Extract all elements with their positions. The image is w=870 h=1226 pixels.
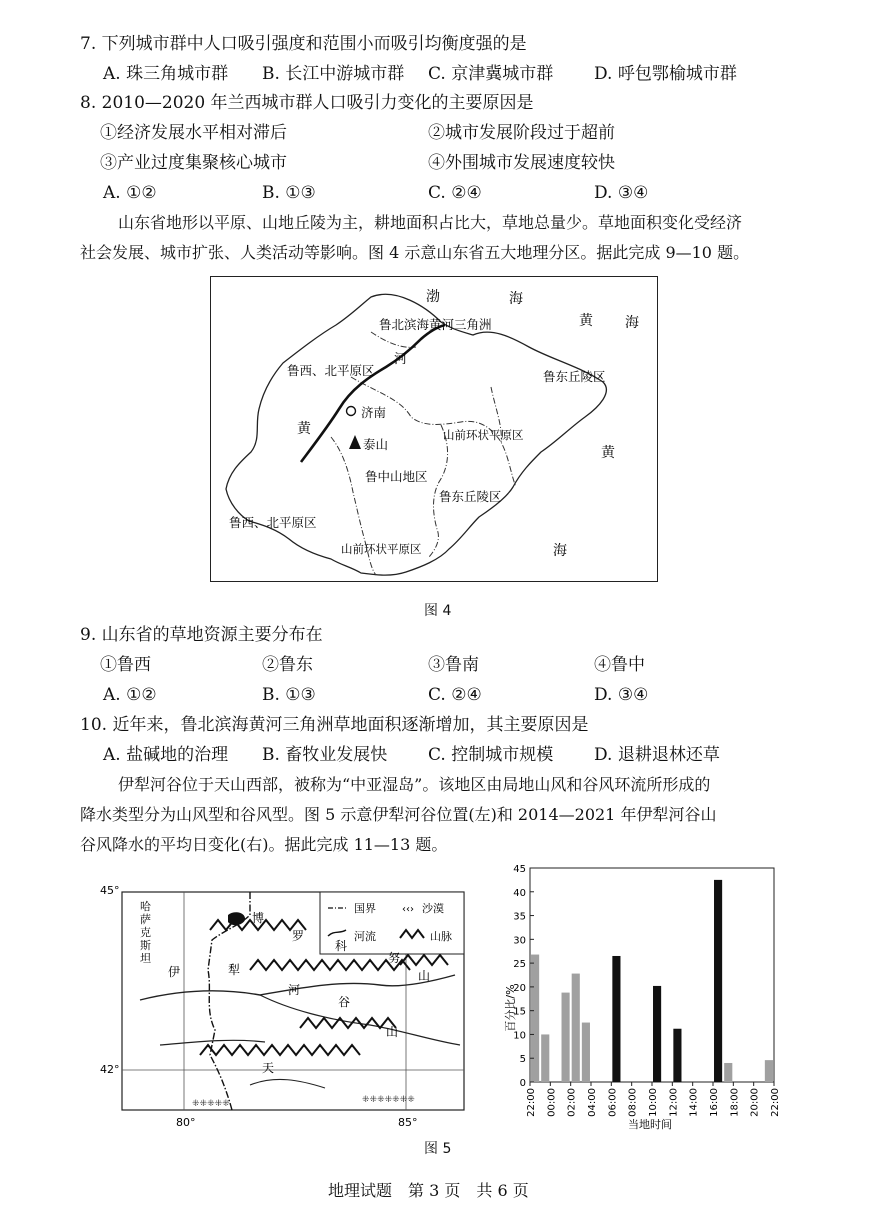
taishan-marker bbox=[349, 435, 361, 449]
x-tick-label: 16:00 bbox=[709, 1088, 720, 1117]
desert-pattern: ⁜⁜⁜⁜⁜⁜⁜ bbox=[362, 1095, 415, 1105]
q9-option-d: D. ③④ bbox=[594, 685, 649, 705]
q7-option-d: D. 呼包鄂榆城市群 bbox=[594, 64, 737, 84]
province-outline bbox=[226, 294, 606, 575]
q10-option-a: A. 盐碱地的治理 bbox=[103, 745, 229, 765]
label-luo: 罗 bbox=[292, 929, 305, 943]
y-tick-label: 15 bbox=[513, 1006, 526, 1018]
x-tick-label: 10:00 bbox=[648, 1088, 659, 1117]
intro9-line2: 社会发展、城市扩张、人类活动等影响。图 4 示意山东省五大地理分区。据此完成 9—10 题。 bbox=[80, 243, 750, 262]
y-tick-label: 30 bbox=[513, 935, 526, 947]
q7-option-a: A. 珠三角城市群 bbox=[103, 64, 229, 84]
label-bo: 渤 bbox=[426, 289, 440, 305]
lon85-label: 85° bbox=[398, 1116, 418, 1129]
intro11-line1: 伊犁河谷位于天山西部，被称为“中亚湿岛”。该地区由局地山风和谷风环流所形成的 bbox=[118, 775, 711, 794]
label-luxi2: 鲁西、北平原区 bbox=[229, 515, 317, 530]
x-tick-label: 08:00 bbox=[627, 1088, 639, 1117]
lat45-label: 45° bbox=[100, 884, 120, 897]
q9-option-c: C. ②④ bbox=[428, 685, 482, 705]
label-taishan: 泰山 bbox=[363, 437, 389, 452]
x-tick-label: 14:00 bbox=[688, 1088, 700, 1117]
x-tick-label: 04:00 bbox=[587, 1088, 598, 1117]
label-he: 河 bbox=[288, 983, 301, 997]
x-tick-label: 02:00 bbox=[566, 1088, 578, 1117]
q10-option-d: D. 退耕退林还草 bbox=[594, 745, 720, 765]
y-tick-label: 40 bbox=[513, 887, 526, 899]
label-delta: 鲁北滨海黄河三角洲 bbox=[379, 317, 492, 332]
q8-stem: 8. 2010—2020 年兰西城市群人口吸引力变化的主要原因是 bbox=[80, 93, 534, 113]
region-boundary bbox=[371, 332, 416, 347]
figure4-map bbox=[210, 276, 658, 582]
chart-bar bbox=[673, 1029, 681, 1082]
lon80-label: 80° bbox=[176, 1116, 196, 1129]
chart-bar bbox=[653, 986, 661, 1082]
x-tick-label: 18:00 bbox=[729, 1088, 741, 1117]
label-ludong2: 鲁东丘陵区 bbox=[439, 489, 502, 504]
intro9-line1: 山东省地形以平原、山地丘陵为主，耕地面积占比大，草地总量少。草地面积变化受经济 bbox=[118, 213, 743, 232]
q8-option-b: B. ①③ bbox=[262, 183, 316, 203]
y-tick-label: 35 bbox=[513, 911, 526, 923]
kazakh-2: 萨 bbox=[140, 913, 151, 926]
q9-option-a: A. ①② bbox=[103, 685, 157, 705]
chart-ylabel: 百分比/% bbox=[504, 984, 517, 1032]
intro11-line2: 降水类型分为山风型和谷风型。图 5 示意伊犁河谷位置(左)和 2014—2021 年伊犁河谷山 bbox=[80, 805, 717, 824]
kazakh-5: 坦 bbox=[140, 952, 151, 965]
label-shanqian1: 山前环状平原区 bbox=[443, 428, 524, 442]
chart-bar bbox=[714, 880, 722, 1082]
x-tick-label: 12:00 bbox=[668, 1088, 680, 1117]
kazakh-1: 哈 bbox=[140, 900, 151, 913]
label-yi: 伊 bbox=[168, 965, 181, 979]
y-tick-label: 20 bbox=[513, 982, 526, 994]
label-huang2: 黄 bbox=[297, 421, 311, 437]
chart-bar bbox=[531, 955, 539, 1082]
label-he: 河 bbox=[394, 352, 408, 367]
label-luzhong: 鲁中山地区 bbox=[365, 469, 428, 484]
svg-text:‹‹›: ‹‹› bbox=[402, 904, 414, 915]
label-jinan: 济南 bbox=[361, 405, 387, 420]
q8-item-2: ②城市发展阶段过于超前 bbox=[428, 123, 615, 143]
q8-item-4: ④外围城市发展速度较快 bbox=[428, 153, 615, 173]
jinan-marker bbox=[347, 407, 356, 416]
q10-stem: 10. 近年来，鲁北滨海黄河三角洲草地面积逐渐增加，其主要原因是 bbox=[80, 715, 589, 735]
ili-valley-map bbox=[100, 870, 470, 1130]
label-li: 犁 bbox=[228, 963, 241, 977]
chart-bar bbox=[572, 974, 580, 1082]
label-ke: 科 bbox=[335, 939, 348, 953]
chart-xlabel: 当地时间 bbox=[628, 1118, 672, 1131]
label-tian: 天 bbox=[262, 1061, 275, 1075]
q8-option-c: C. ②④ bbox=[428, 183, 482, 203]
q8-item-1: ①经济发展水平相对滞后 bbox=[100, 123, 287, 143]
q10-option-c: C. 控制城市规模 bbox=[428, 745, 554, 765]
shandong-map-svg bbox=[211, 277, 657, 581]
figure5-caption: 图 5 bbox=[424, 1141, 452, 1157]
chart-bar bbox=[612, 956, 620, 1082]
legend-border: 国界 bbox=[354, 902, 376, 915]
q9-item-3: ③鲁南 bbox=[428, 655, 479, 675]
label-ludong1: 鲁东丘陵区 bbox=[543, 369, 606, 384]
figure4-caption: 图 4 bbox=[424, 603, 452, 619]
q8-item-3: ③产业过度集聚核心城市 bbox=[100, 153, 287, 173]
q9-option-b: B. ①③ bbox=[262, 685, 316, 705]
intro11-line3: 谷风降水的平均日变化(右)。据此完成 11—13 题。 bbox=[80, 835, 448, 854]
y-tick-label: 45 bbox=[513, 864, 526, 875]
label-hai3: 海 bbox=[553, 543, 567, 559]
label-luxi1: 鲁西、北平原区 bbox=[287, 363, 375, 378]
q9-item-4: ④鲁中 bbox=[594, 655, 645, 675]
label-hai2: 海 bbox=[625, 315, 639, 331]
q9-item-2: ②鲁东 bbox=[262, 655, 313, 675]
chart-bar bbox=[562, 993, 570, 1082]
chart-bar bbox=[582, 1023, 590, 1082]
y-tick-label: 0 bbox=[519, 1078, 526, 1089]
chart-bar bbox=[724, 1063, 732, 1082]
q9-stem: 9. 山东省的草地资源主要分布在 bbox=[80, 625, 323, 645]
precip-bar-chart bbox=[500, 858, 790, 1133]
q7-option-b: B. 长江中游城市群 bbox=[262, 64, 405, 84]
q8-option-a: A. ①② bbox=[103, 183, 157, 203]
x-tick-label: 06:00 bbox=[607, 1088, 619, 1117]
x-tick-label: 20:00 bbox=[749, 1088, 761, 1117]
kazakh-3: 克 bbox=[140, 926, 151, 939]
q7-option-c: C. 京津冀城市群 bbox=[428, 64, 554, 84]
label-huang3: 黄 bbox=[601, 445, 615, 461]
y-tick-label: 5 bbox=[519, 1054, 526, 1066]
lat42-label: 42° bbox=[100, 1063, 120, 1076]
q8-option-d: D. ③④ bbox=[594, 183, 649, 203]
x-tick-label: 00:00 bbox=[546, 1088, 558, 1117]
q10-option-b: B. 畜牧业发展快 bbox=[262, 745, 388, 765]
label-huang1: 黄 bbox=[579, 313, 593, 329]
legend-mountain: 山脉 bbox=[430, 930, 452, 943]
label-nu: 努 bbox=[388, 951, 401, 965]
label-shan1: 山 bbox=[418, 969, 431, 983]
desert-pattern: ⁜⁜⁜⁜⁜ bbox=[192, 1099, 230, 1109]
x-tick-label: 22:00 bbox=[526, 1088, 537, 1117]
kazakh-4: 斯 bbox=[140, 939, 151, 952]
label-shanqian2: 山前环状平原区 bbox=[341, 542, 422, 556]
legend-desert: 沙漠 bbox=[422, 902, 444, 915]
q7-stem: 7. 下列城市群中人口吸引强度和范围小而吸引均衡度强的是 bbox=[80, 34, 527, 54]
label-gu: 谷 bbox=[338, 995, 351, 1009]
legend-river: 河流 bbox=[354, 930, 376, 943]
y-tick-label: 25 bbox=[513, 959, 526, 971]
chart-bar bbox=[765, 1060, 773, 1082]
label-shan2: 山 bbox=[386, 1025, 399, 1039]
q9-item-1: ①鲁西 bbox=[100, 655, 151, 675]
y-tick-label: 10 bbox=[513, 1030, 526, 1042]
page-footer: 地理试题 第 3 页 共 6 页 bbox=[328, 1181, 529, 1200]
chart-bar bbox=[541, 1034, 549, 1082]
x-tick-label: 22:00 bbox=[770, 1088, 781, 1117]
label-hai1: 海 bbox=[509, 291, 523, 307]
label-bo: 博 bbox=[252, 911, 265, 925]
